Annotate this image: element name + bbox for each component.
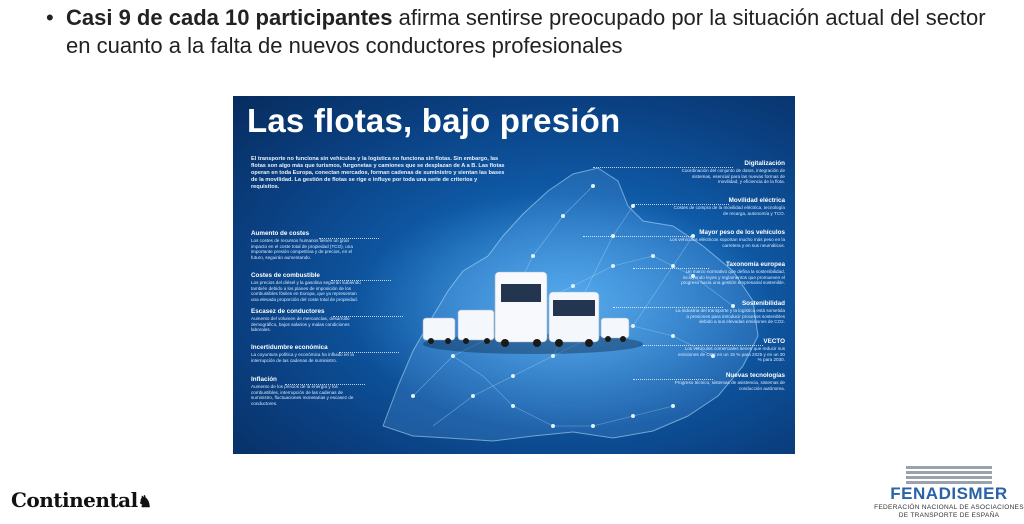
item-title: Taxonomía europea: [725, 261, 785, 268]
item-title: Aumento de costes: [251, 230, 310, 237]
item-desc: La coyuntura política y económica ha influido en la interrupción de las cadenas de suministro.: [251, 352, 354, 363]
item-title: Digitalización: [744, 160, 785, 167]
item-title: Movilidad eléctrica: [728, 197, 785, 204]
right-item-sostenibilidad: [673, 300, 785, 325]
left-item-inflacion: [251, 376, 361, 406]
item-desc: La industria del transporte y la logística está sometida a presiones para introducir procesos sostenibles debido a sus elevadas emisiones de CO2.: [675, 308, 785, 325]
item-desc: Aumento de los precios de la energía y los combustibles, interrupción de las cadenas de suministro, fluctuaciones monetarias y escasez de conductores.: [251, 384, 354, 406]
left-item-escasez-conductores: [251, 308, 361, 333]
item-desc: Los costes de recursos humanos tienen un gran impacto en el coste total de propiedad (TCO), una importante presión competitiva y de precios, en el futuro, seguirán aumentando.: [251, 238, 353, 260]
headline: [46, 4, 1006, 60]
item-desc: Un marco normativo que defina la sostenibilidad, incluyendo leyes y reglamentos que promueven el progreso hacia una gestión empresarial sostenible.: [681, 269, 785, 286]
connector-line: [285, 384, 365, 385]
item-title: VECTO: [763, 338, 785, 345]
item-title: Inflación: [251, 376, 277, 383]
left-item-costes-combustible: [251, 272, 361, 302]
fenadismer-subtitle-2: DE TRANSPORTE DE ESPAÑA: [898, 511, 1000, 519]
right-item-vecto: [673, 338, 785, 363]
connector-line: [339, 352, 399, 353]
right-item-taxonomia: [673, 261, 785, 286]
right-item-mayor-peso: [663, 229, 785, 248]
infographic-intro: El transporte no funciona sin vehículos y la logística no funciona sin flotas. Sin embargo, las flotas son algo más que turismos, furgonetas y camiones que se desplazan de A a B. Las flotas operan en toda Europa, conectan mercados, forman cadenas de suministro y sientan las bases de la movilidad. La gestión de flotas se rige e influye por toda una serie de criterios y requisitos.: [251, 156, 505, 190]
item-desc: Los vehículos comerciales tienen que reducir sus emisiones de CO2 en un 15 % para 2025 y en un 30 % para 2030.: [677, 346, 785, 363]
connector-line: [333, 316, 403, 317]
horse-icon: ♞: [137, 492, 152, 511]
item-title: Incertidumbre económica: [251, 344, 328, 351]
continental-logo: [11, 488, 152, 512]
item-desc: Los vehículos eléctricos soportan mucho más peso en la carretera y en sus neumáticos.: [669, 237, 785, 248]
fenadismer-subtitle-1: FEDERACIÓN NACIONAL DE ASOCIACIONES: [874, 504, 1024, 511]
left-item-incertidumbre: [251, 344, 361, 363]
item-desc: Coordinación del conjunto de datos, integración de sistemas, esencial para las nuevas formas de movilidad, y eficiencia de la flota.: [681, 168, 785, 185]
headline-bold: Casi 9 de cada 10 participantes: [66, 5, 393, 30]
left-item-aumento-costes: [251, 230, 361, 260]
connector-line: [319, 238, 379, 239]
infographic: [233, 96, 795, 454]
right-item-digitalizacion: [673, 160, 785, 185]
right-item-nuevas-tecnologias: [673, 372, 785, 391]
bullet: •: [46, 5, 54, 30]
item-desc: Aumento del volumen de mercancías, desarrollo demográfico, bajos salarios y malas condiciones laborales.: [251, 316, 350, 333]
item-title: Mayor peso de los vehículos: [699, 229, 785, 236]
continental-wordmark: Continental: [11, 488, 138, 512]
item-desc: Progreso técnico, sistemas de asistencia, sistemas de conducción autónoma.: [674, 380, 785, 391]
item-title: Nuevas tecnologías: [725, 372, 785, 379]
fenadismer-emblem: [906, 466, 992, 484]
item-title: Escasez de conductores: [251, 308, 325, 315]
item-desc: Costes de compra de la movilidad eléctrica, tecnología de recarga, autonomía y TCO.: [673, 205, 785, 216]
item-desc: Los precios del diésel y la gasolina seguirán subiendo también debido a los planes de imposición de los combustibles fósiles en Europa, que ya representan una elevada proporción del coste total de propiedad.: [251, 280, 361, 302]
connector-line: [331, 280, 391, 281]
right-item-movilidad-electrica: [673, 197, 785, 216]
item-title: Sostenibilidad: [741, 300, 785, 307]
fenadismer-wordmark: FENADISMER: [890, 484, 1008, 503]
headline-rest: afirma sentirse preocupado por la situación actual del sector en cuanto a la falta de nuevos conductores profesionales: [66, 5, 986, 58]
item-title: Costes de combustible: [251, 272, 320, 279]
fenadismer-logo: [874, 466, 1024, 519]
infographic-title: Las flotas, bajo presión: [247, 102, 621, 139]
